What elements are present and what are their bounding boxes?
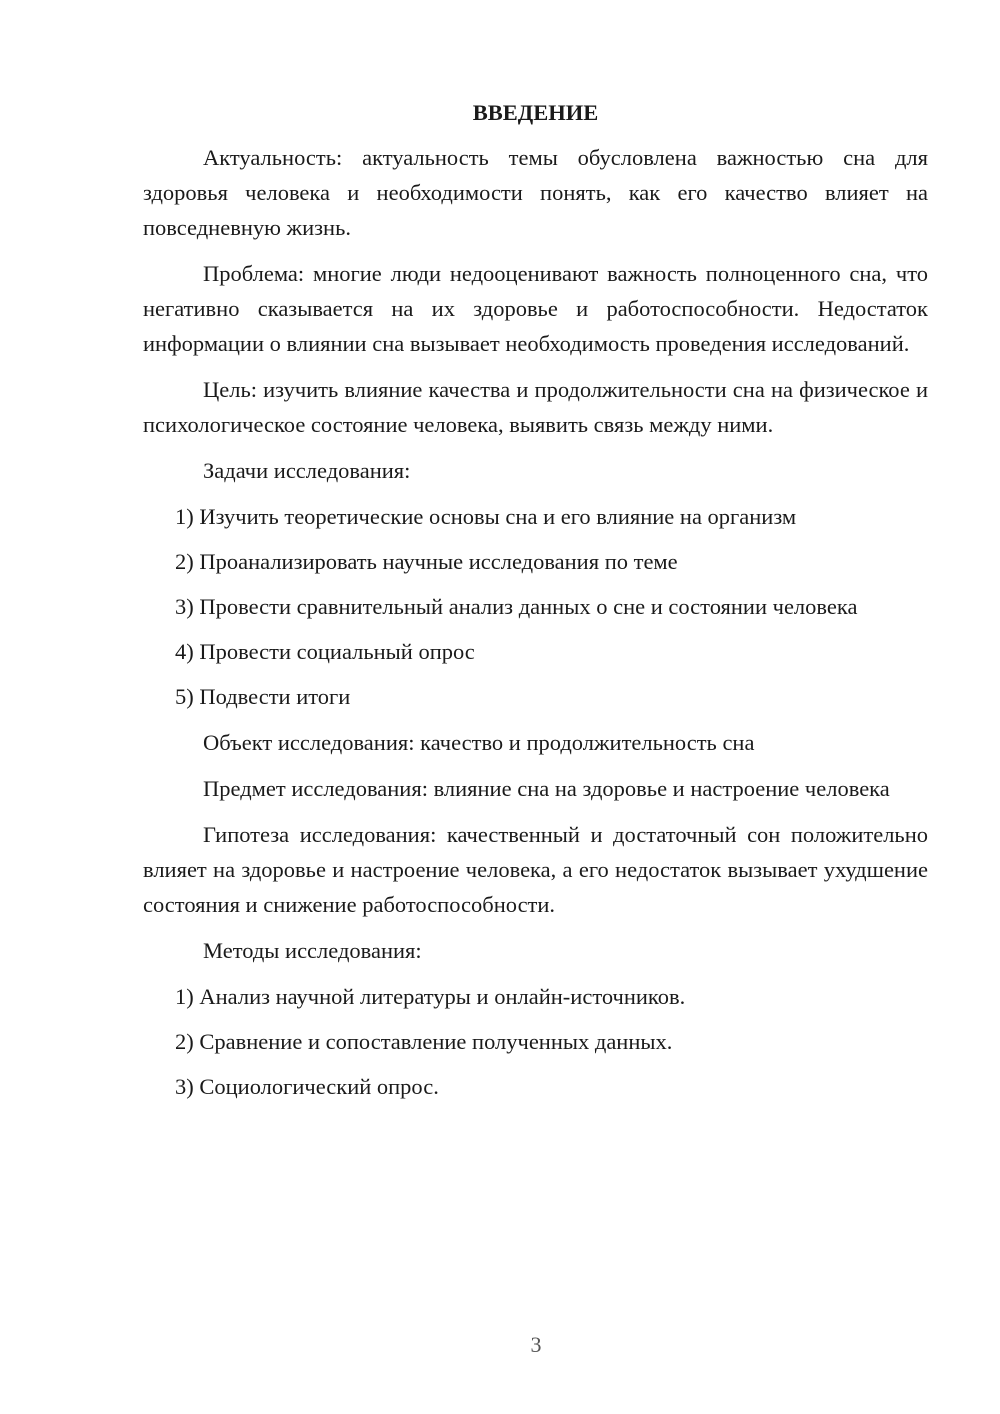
list-item: 4) Провести социальный опрос xyxy=(175,639,475,664)
list-item: 1) Анализ научной литературы и онлайн-источников. xyxy=(175,984,686,1009)
list-item: 2) Проанализировать научные исследования по теме xyxy=(175,549,678,574)
paragraph-hypothesis: Гипотеза исследования: качественный и достаточный сон положительно влияет на здоровье и настроение человека, а его недостаток вызывает ухудшение состояния и снижение работоспособности. xyxy=(143,822,928,917)
paragraph-subject: Предмет исследования: влияние сна на здоровье и настроение человека xyxy=(203,776,890,801)
document-body xyxy=(143,95,928,1115)
paragraph-object: Объект исследования: качество и продолжительность сна xyxy=(203,730,755,755)
tasks-list xyxy=(143,499,928,714)
list-item: 2) Сравнение и сопоставление полученных данных. xyxy=(175,1029,673,1054)
tasks-title: Задачи исследования: xyxy=(203,458,411,483)
methods-title: Методы исследования: xyxy=(203,938,422,963)
page-number: 3 xyxy=(530,1332,542,1357)
methods-list xyxy=(143,979,928,1104)
paragraph-actuality: Актуальность: актуальность темы обусловлена важностью сна для здоровья человека и необходимости понять, как его качество влияет на повседневную жизнь. xyxy=(143,145,928,240)
list-item: 3) Провести сравнительный анализ данных о сне и состоянии человека xyxy=(175,594,858,619)
list-item: 1) Изучить теоретические основы сна и его влияние на организм xyxy=(175,504,797,529)
section-heading: ВВЕДЕНИЕ xyxy=(472,100,599,125)
list-item: 5) Подвести итоги xyxy=(175,684,351,709)
paragraph-goal: Цель: изучить влияние качества и продолжительности сна на физическое и психологическое состояние человека, выявить связь между ними. xyxy=(143,377,928,437)
paragraph-problem: Проблема: многие люди недооценивают важность полноценного сна, что негативно сказывается на их здоровье и работоспособности. Недостаток информации о влиянии сна вызывает необходимость проведения исследований. xyxy=(143,261,928,356)
list-item: 3) Социологический опрос. xyxy=(175,1074,439,1099)
